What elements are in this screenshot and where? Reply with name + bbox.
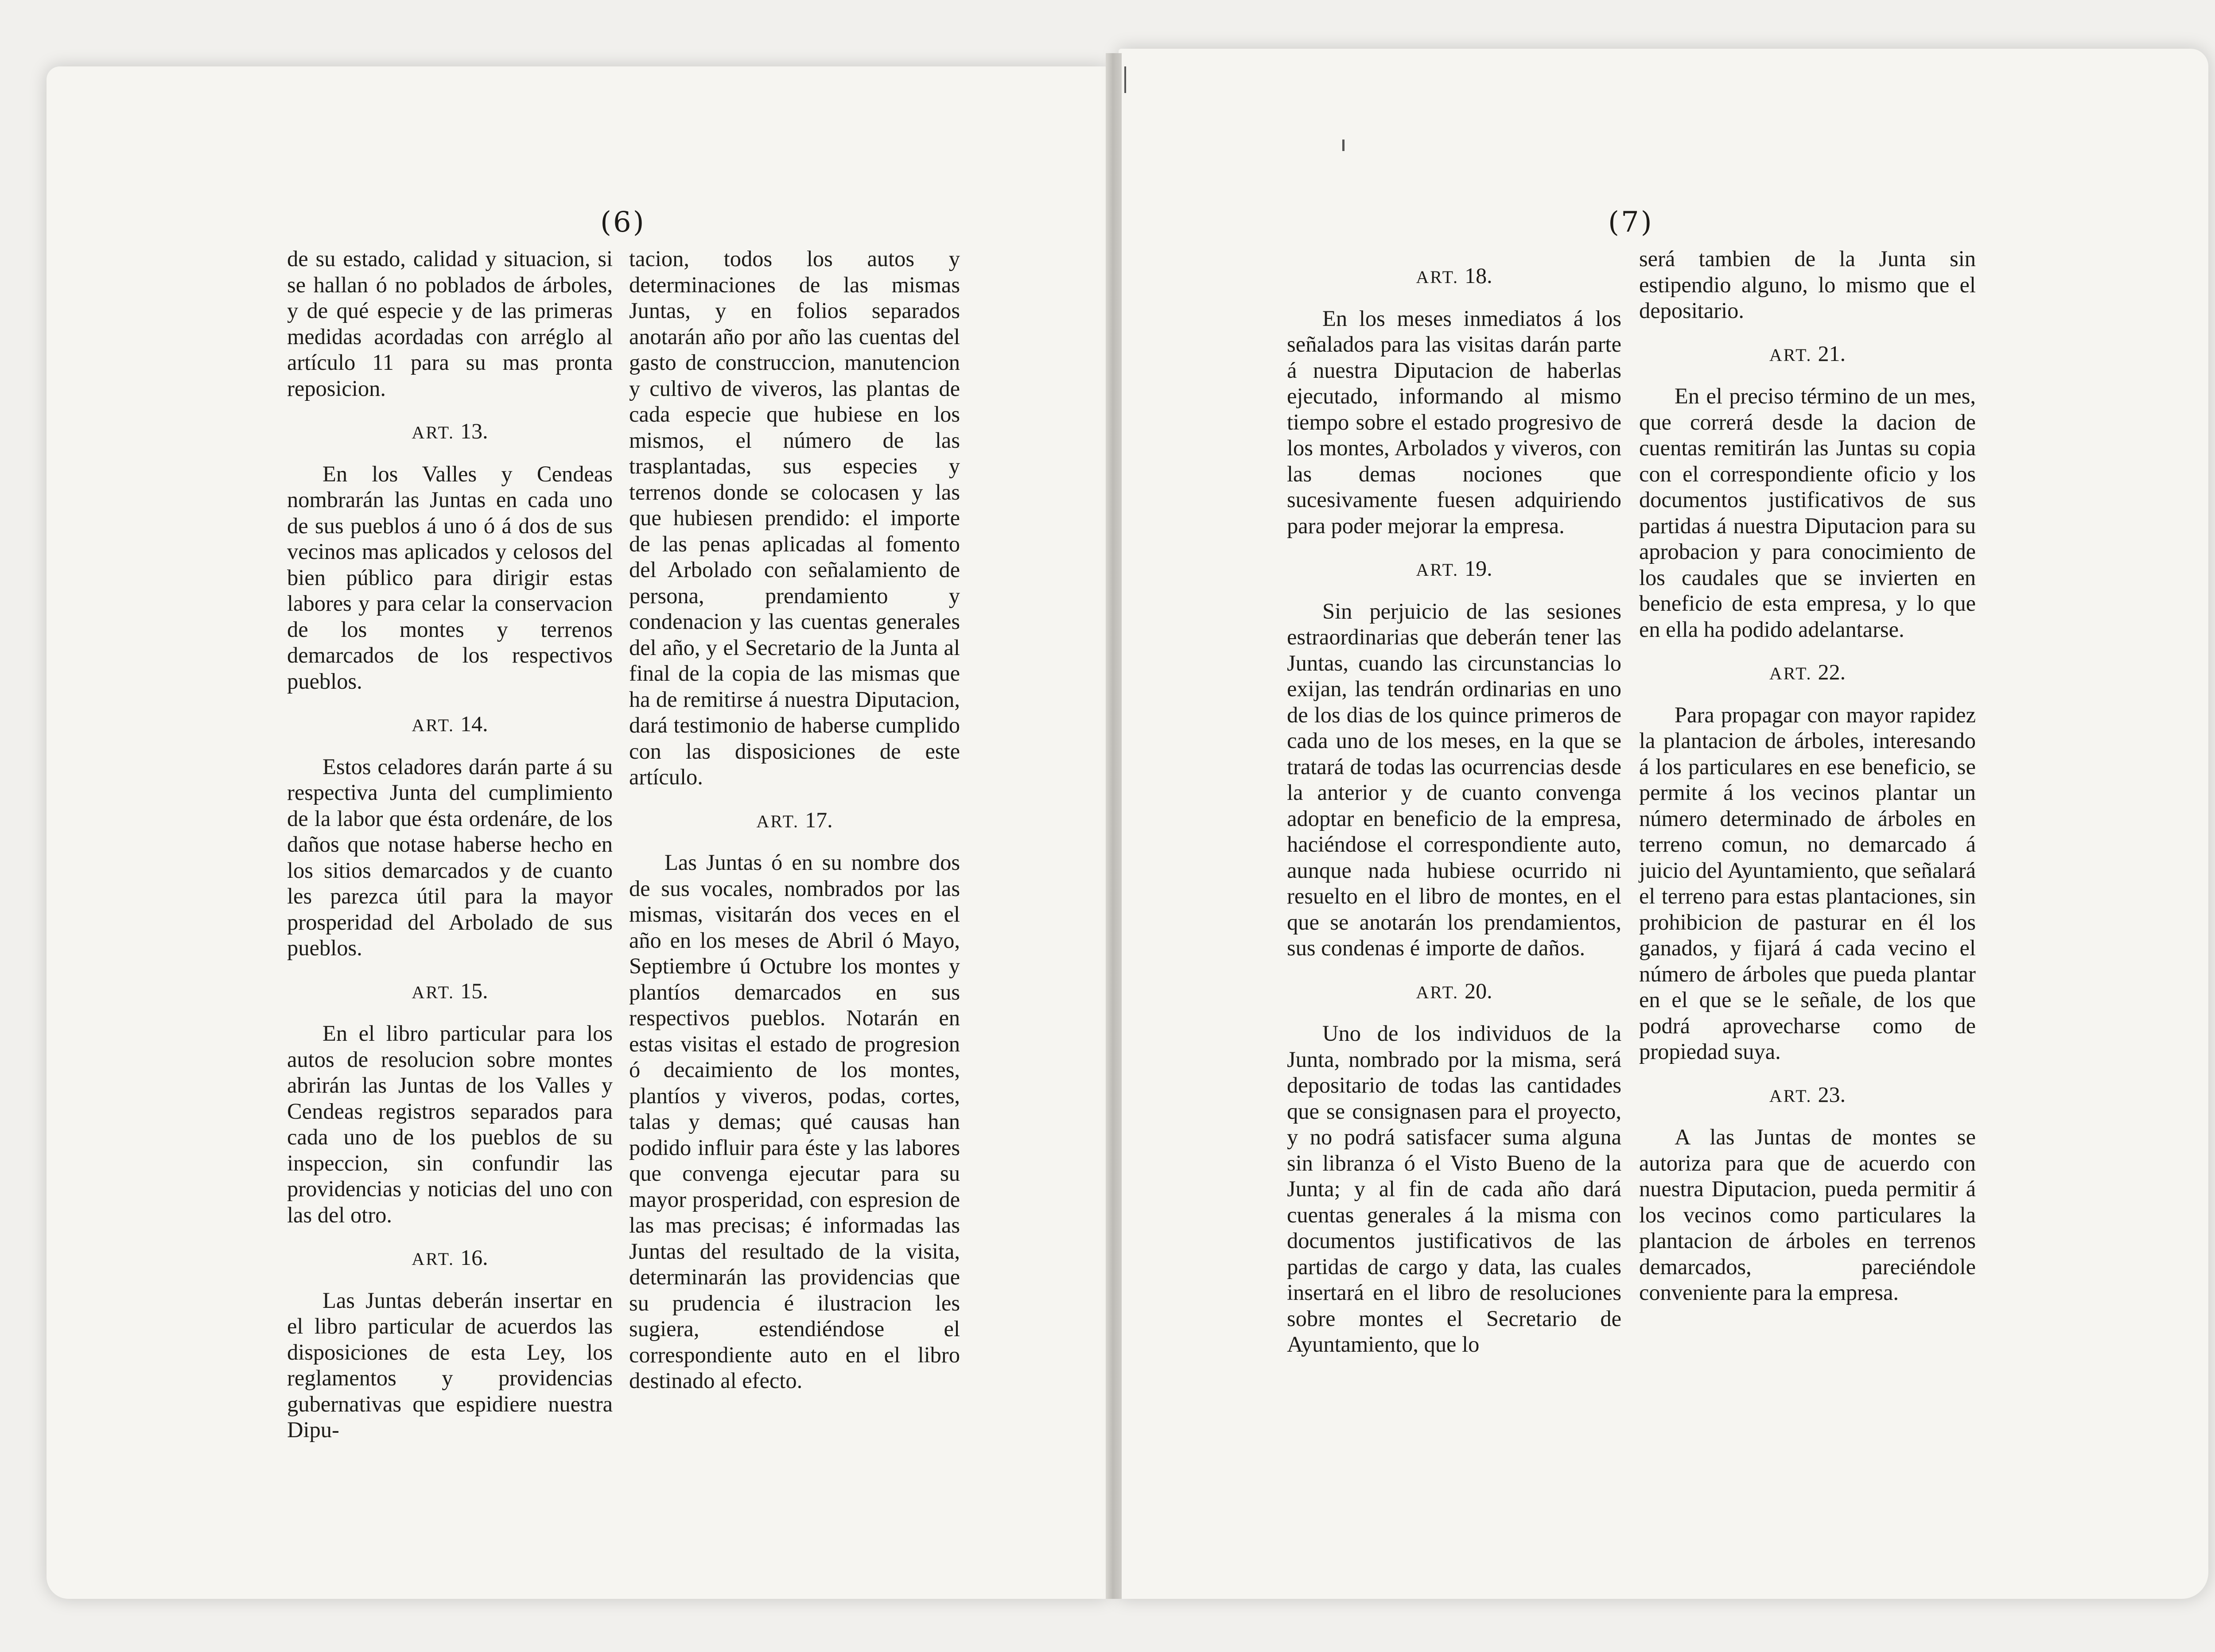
- article-heading: [1639, 341, 1976, 368]
- page-number-right: (7): [1608, 206, 1654, 239]
- article-number: 14.: [460, 711, 488, 736]
- article-label: ART.: [1416, 560, 1459, 580]
- article-paragraph: Las Juntas ó en su nombre dos de sus vocales, nombrados por las mismas, visitarán dos veces en el año en los meses de Abril ó Mayo, Septiembre ú Octubre los montes y plantíos demarcados en sus respectivos pueblos. Notarán en estas visitas el estado de progresion ó decaimiento de los montes, plantíos y viveros, podas, cortes, talas y demas; qué causas han podido influir para éste y las labores que convenga ejecutar para su mayor prosperidad, con espresion de las mas precisas; é informadas las Juntas del resultado de la visita, determinarán las providencias que su prudencia é ilustracion les sugiera, estendiéndose el correspondiente auto en el libro destinado al efecto.: [629, 850, 960, 1393]
- article-paragraph: En los meses inmediatos á los señalados para las visitas darán parte á nuestra Diputacion de haberlas ejecutado, informando al mismo tiempo sobre el estado progresivo de los montes, Arbolados y viveros, con las demas nociones que sucesivamente fuesen adquiriendo para poder mejorar la empresa.: [1287, 306, 1621, 538]
- left-page-column-1: [287, 246, 613, 1443]
- article-paragraph: Para propagar con mayor rapidez la plantacion de árboles, interesando á los particulares en ese beneficio, se permite á los vecinos plantar un número determinado de árboles en terreno comun, no demarcado á juicio del Ayuntamiento, que señalará el terreno para estas plantaciones, sin prohibicion de pasturar en él los ganados, y fijará á cada vecino el número de árboles que pueda plantar en el que se le señale, de los que podrá aprovecharse como de propiedad suya.: [1639, 702, 1976, 1064]
- article-heading: [1639, 1082, 1976, 1109]
- article-paragraph: Uno de los individuos de la Junta, nombrado por la misma, será depositario de todas las cantidades que se consignasen para el proyecto, y no podrá satisfacer suma alguna sin libranza ó el Visto Bueno de la Junta; y al fin de cada año dará cuentas generales á la misma con documentos justificativos de las partidas de cargo y data, las cuales insertará en el libro de resoluciones sobre montes el Secretario de Ayuntamiento, que lo: [1287, 1021, 1621, 1357]
- article-label: ART.: [412, 982, 455, 1002]
- article-paragraph: Estos celadores darán parte á su respectiva Junta del cumplimiento de la labor que ésta ordenáre, de los daños que notase haberse hecho en los sitios demarcados y de cuanto les parezca útil para la mayor prosperidad del Arbolado de sus pueblos.: [287, 754, 613, 960]
- continued-paragraph: será tambien de la Junta sin estipendio alguno, lo mismo que el depositario.: [1639, 246, 1976, 323]
- article-heading: [287, 1245, 613, 1272]
- article-label: ART.: [1769, 345, 1812, 365]
- article-label: ART.: [1769, 663, 1812, 683]
- right-page-column-2: [1639, 246, 1976, 1306]
- article-label: ART.: [412, 1249, 455, 1269]
- article-number: 21.: [1818, 341, 1846, 366]
- article-heading: [287, 418, 613, 446]
- article-number: 17.: [805, 807, 833, 832]
- article-paragraph: En el preciso término de un mes, que correrá desde la dacion de cuentas remitirán las Juntas su copia con el correspondiente oficio y los documentos justificativos de sus partidas á nuestra Diputacion para su aprobacion y para conocimiento de los caudales que se invierten en beneficio de esta empresa, y lo que en ella ha podido adelantarse.: [1639, 384, 1976, 642]
- article-label: ART.: [1416, 267, 1459, 287]
- article-heading: [287, 711, 613, 739]
- article-heading: [287, 978, 613, 1006]
- ink-speck: [1124, 66, 1126, 93]
- article-number: 13.: [460, 419, 488, 443]
- continued-paragraph: tacion, todos los autos y determinaciones de las mismas Juntas, y en folios separados anotarán año por año las cuentas del gasto de construccion, manutencion y cultivo de viveros, las plantas de cada especie que hubiese en los mismos, el número de las trasplantadas, sus especies y terrenos donde se colocasen y las que hubiesen prendido: el importe de las penas aplicadas al fomento del Arbolado con señalamiento de persona, prendamiento y condenacion y las cuentas generales del año, y el Secretario de la Junta al final de la copia de las mismas que ha de remitirse á nuestra Diputacion, dará testimonio de haberse cumplido con las disposiciones de este artículo.: [629, 246, 960, 789]
- article-number: 19.: [1465, 556, 1492, 581]
- article-paragraph: A las Juntas de montes se autoriza para que de acuerdo con nuestra Diputacion, pueda permitir á los vecinos como particulares la plantacion de árboles en terrenos demarcados, pareciéndole conveniente para la empresa.: [1639, 1125, 1976, 1305]
- continued-paragraph: de su estado, calidad y situacion, si se hallan ó no poblados de árboles, y de qué especie y de las primeras medidas acordadas con arréglo al artículo 11 para su mas pronta reposicion.: [287, 246, 613, 401]
- article-heading: [1287, 978, 1621, 1006]
- article-label: ART.: [412, 715, 455, 735]
- article-paragraph: Las Juntas deberán insertar en el libro particular de acuerdos las disposiciones de esta Ley, los reglamentos y providencias gubernativas que espidiere nuestra Dipu-: [287, 1287, 613, 1442]
- article-heading: [1287, 555, 1621, 583]
- article-label: ART.: [1416, 982, 1459, 1002]
- left-page-column-2: [629, 246, 960, 1394]
- article-number: 20.: [1465, 978, 1492, 1003]
- article-label: ART.: [1769, 1086, 1812, 1106]
- article-number: 15.: [460, 978, 488, 1003]
- article-paragraph: En el libro particular para los autos de resolucion sobre montes abrirán las Juntas de los Valles y Cendeas registros separados para cada uno de los pueblos de su inspeccion, sin confundir las providencias y noticias del uno con las del otro.: [287, 1021, 613, 1227]
- ink-speck: [1342, 140, 1345, 151]
- article-number: 18.: [1465, 263, 1492, 288]
- article-paragraph: En los Valles y Cendeas nombrarán las Juntas en cada uno de sus pueblos á uno ó á dos de sus vecinos mas aplicados y celosos del bien público para dirigir estas labores y para celar la conservacion de los montes y terrenos demarcados de los respectivos pueblos.: [287, 461, 613, 694]
- article-label: ART.: [412, 423, 455, 442]
- article-label: ART.: [756, 811, 800, 831]
- article-heading: [1287, 263, 1621, 291]
- article-heading: [1639, 659, 1976, 687]
- article-number: 16.: [460, 1245, 488, 1270]
- article-number: 23.: [1818, 1082, 1846, 1107]
- article-heading: [629, 807, 960, 835]
- right-page-column-1: [1287, 246, 1621, 1357]
- page-number-left: (6): [600, 206, 646, 239]
- article-number: 22.: [1818, 659, 1846, 684]
- book-gutter: [1106, 53, 1122, 1599]
- article-paragraph: Sin perjuicio de las sesiones estraordinarias que deberán tener las Juntas, cuando las circunstancias lo exijan, las tendrán ordinarias en uno de los dias de los quince primeros de cada uno de los meses, en la que se tratará de todas las ocurrencias desde la anterior y de cuanto convenga adoptar en beneficio de la empresa, haciéndose el correspondiente auto, aunque nada hubiese ocurrido ni resuelto en el libro de montes, en el que se anotarán los prendamientos, sus condenas é importe de daños.: [1287, 598, 1621, 960]
